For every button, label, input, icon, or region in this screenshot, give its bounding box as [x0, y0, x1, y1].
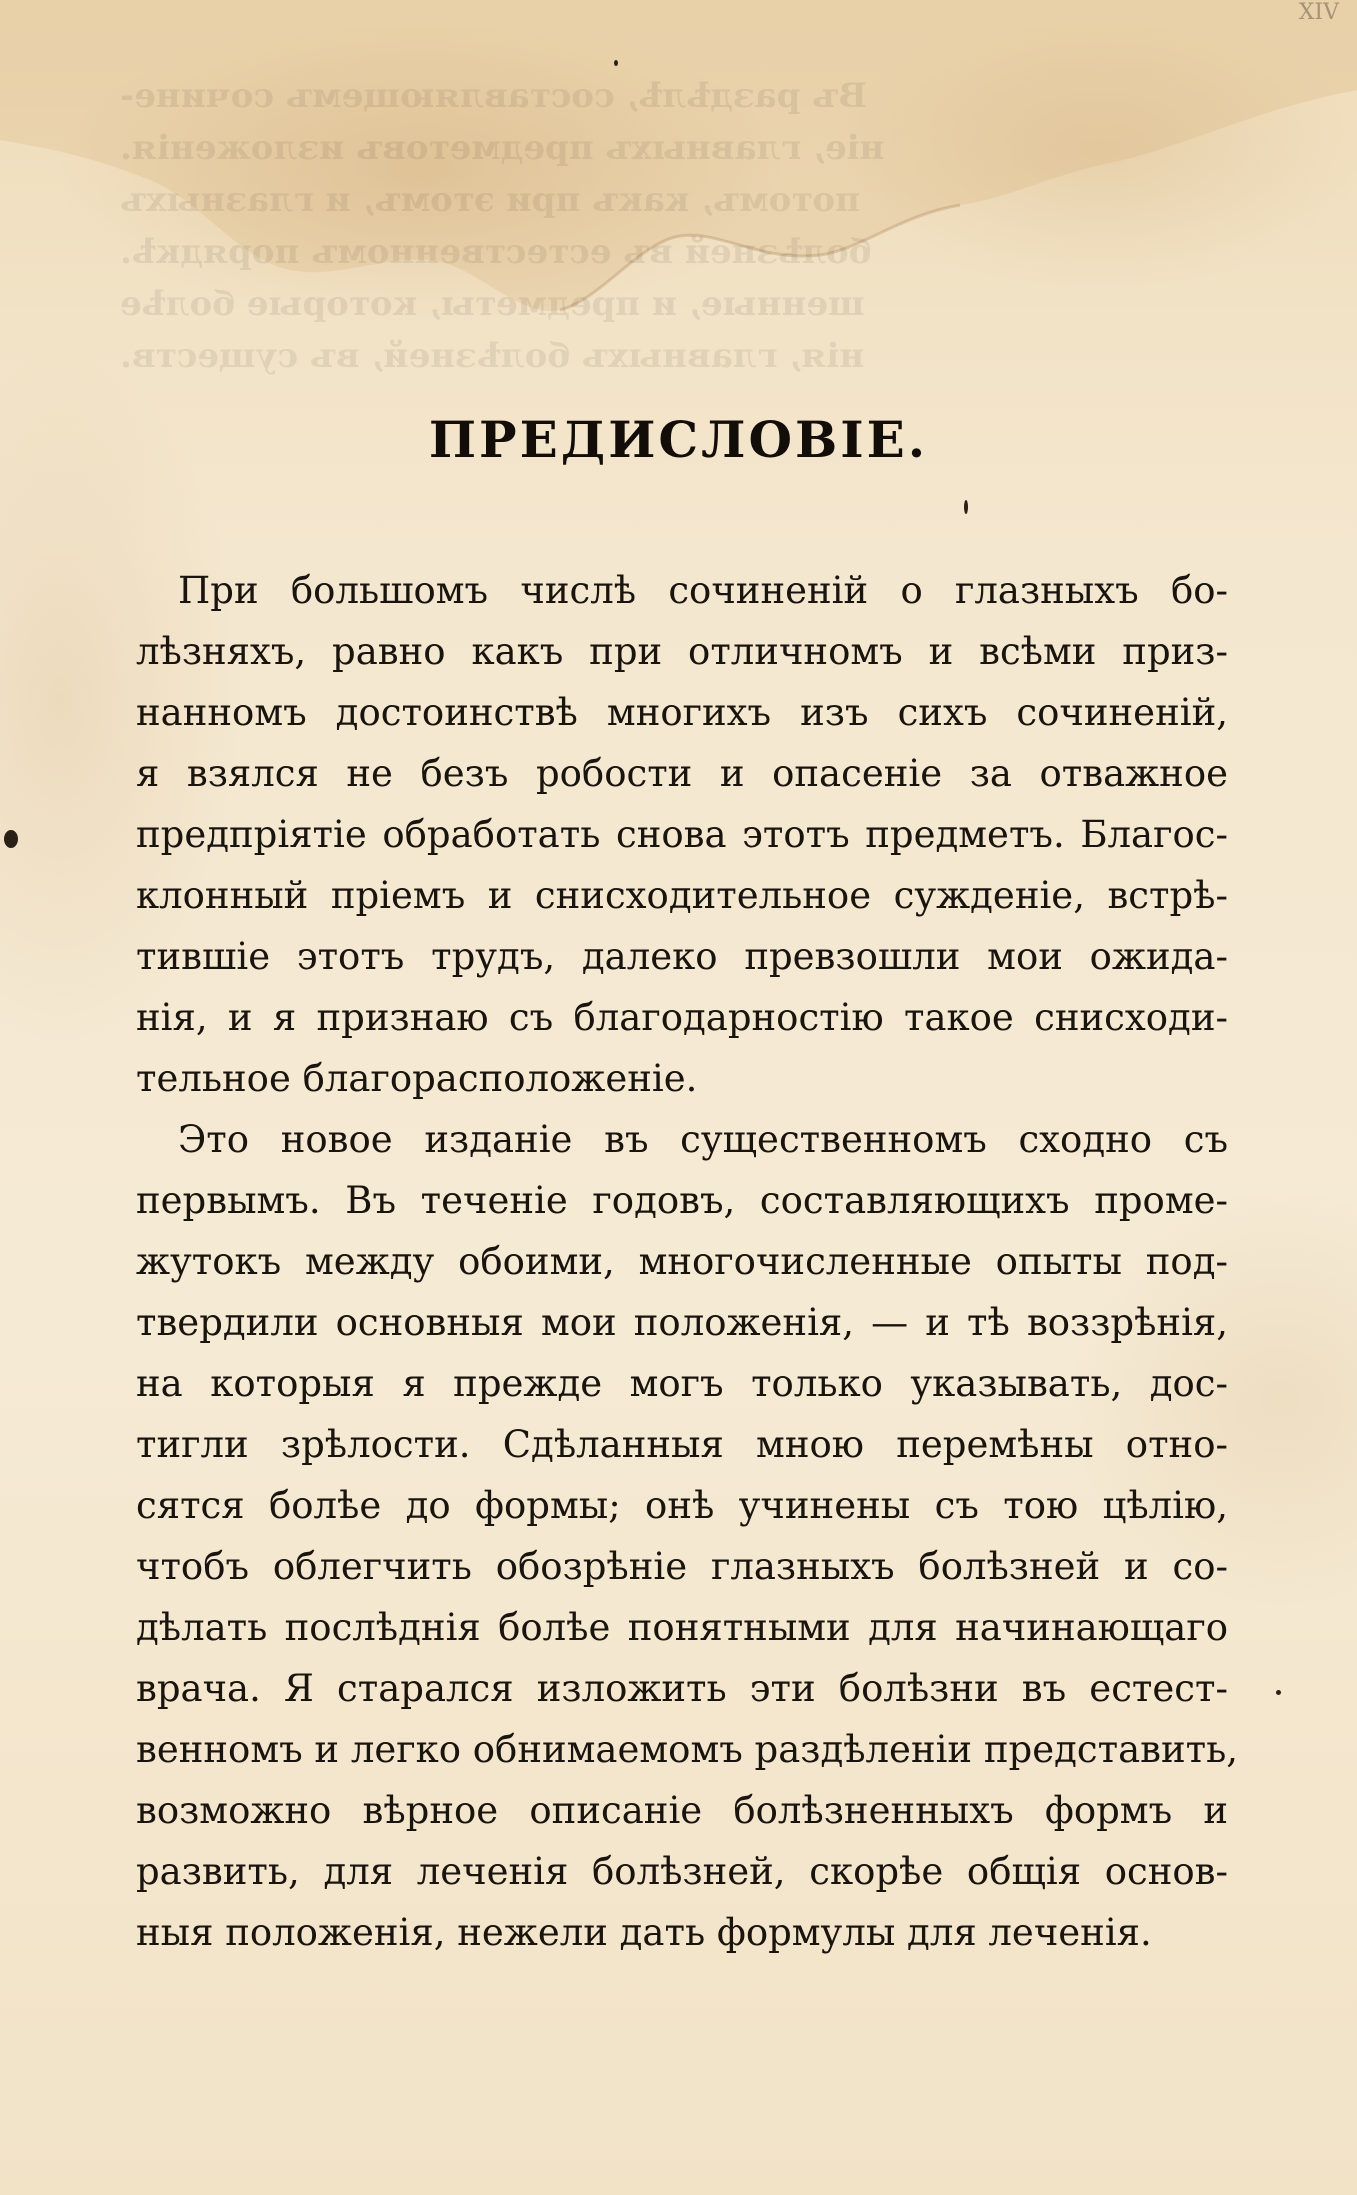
page-title: ПРЕДИСЛОВІЕ. — [428, 410, 929, 469]
paragraph-2 — [136, 1109, 1238, 1963]
text-line: Это новое изданіе въ существенномъ сходно съ — [178, 1118, 1228, 1161]
text-line: тигли зрѣлости. Сдѣланныя мною перемѣны отно- — [136, 1423, 1228, 1466]
text-line: клонный пріемъ и снисходительное сужденіе, встрѣ- — [136, 874, 1228, 917]
ink-speck — [614, 60, 618, 66]
paragraph-1 — [136, 560, 1228, 1109]
text-line: нанномъ достоинствѣ многихъ изъ сихъ сочиненій, — [136, 691, 1228, 734]
text-line: возможно вѣрное описаніе болѣзненныхъ формъ и — [136, 1789, 1228, 1832]
text-line: жутокъ между обоими, многочисленные опыты под- — [136, 1240, 1228, 1283]
text-line: чтобъ облегчить обозрѣніе глазныхъ болѣзней и со- — [136, 1545, 1228, 1588]
text-line: твердили основныя мои положенія, — и тѣ воззрѣнія, — [136, 1301, 1228, 1344]
text-line: тельное благорасположеніе. — [136, 1057, 698, 1100]
text-line: врача. Я старался изложить эти болѣзни въ естест- — [136, 1667, 1228, 1710]
text-line: венномъ и легко обнимаемомъ раздѣленіи представить, — [136, 1728, 1238, 1771]
body-text — [136, 560, 1238, 1963]
text-line: лѣзняхъ, равно какъ при отличномъ и всѣми приз- — [136, 630, 1228, 673]
text-line: на которыя я прежде могъ только указывать, дос- — [136, 1362, 1228, 1405]
text-line: сятся болѣе до формы; онѣ учинены съ тою цѣлію, — [136, 1484, 1228, 1527]
ink-speck — [4, 830, 18, 848]
torn-stain-edge — [0, 0, 1357, 320]
text-line: первымъ. Въ теченіе годовъ, составляющихъ проме- — [136, 1179, 1228, 1222]
text-line: тившіе этотъ трудъ, далеко превзошли мои ожида- — [136, 935, 1228, 978]
ink-speck — [964, 500, 968, 514]
show-through-text: шенные, и предметы, которые болѣе нія, главныхъ болѣзней, въ существ. — [120, 284, 865, 376]
text-line: развить, для леченія болѣзней, скорѣе общія основ- — [136, 1850, 1228, 1893]
text-line: ныя положенія, нежели дать формулы для леченія. — [136, 1911, 1152, 1954]
text-line: я взялся не безъ робости и опасеніе за отважное — [136, 752, 1228, 795]
text-line: предпріятіе обработать снова этотъ предметъ. Благос- — [136, 813, 1228, 856]
page-header-mark: XIV — [1298, 0, 1339, 25]
text-line: При большомъ числѣ сочиненій о глазныхъ бо- — [178, 569, 1228, 612]
text-line: нія, и я признаю съ благодарностію такое снисходи- — [136, 996, 1228, 1039]
text-line: дѣлать послѣднія болѣе понятными для начинающаго — [136, 1606, 1228, 1649]
ink-speck — [1276, 1690, 1281, 1695]
